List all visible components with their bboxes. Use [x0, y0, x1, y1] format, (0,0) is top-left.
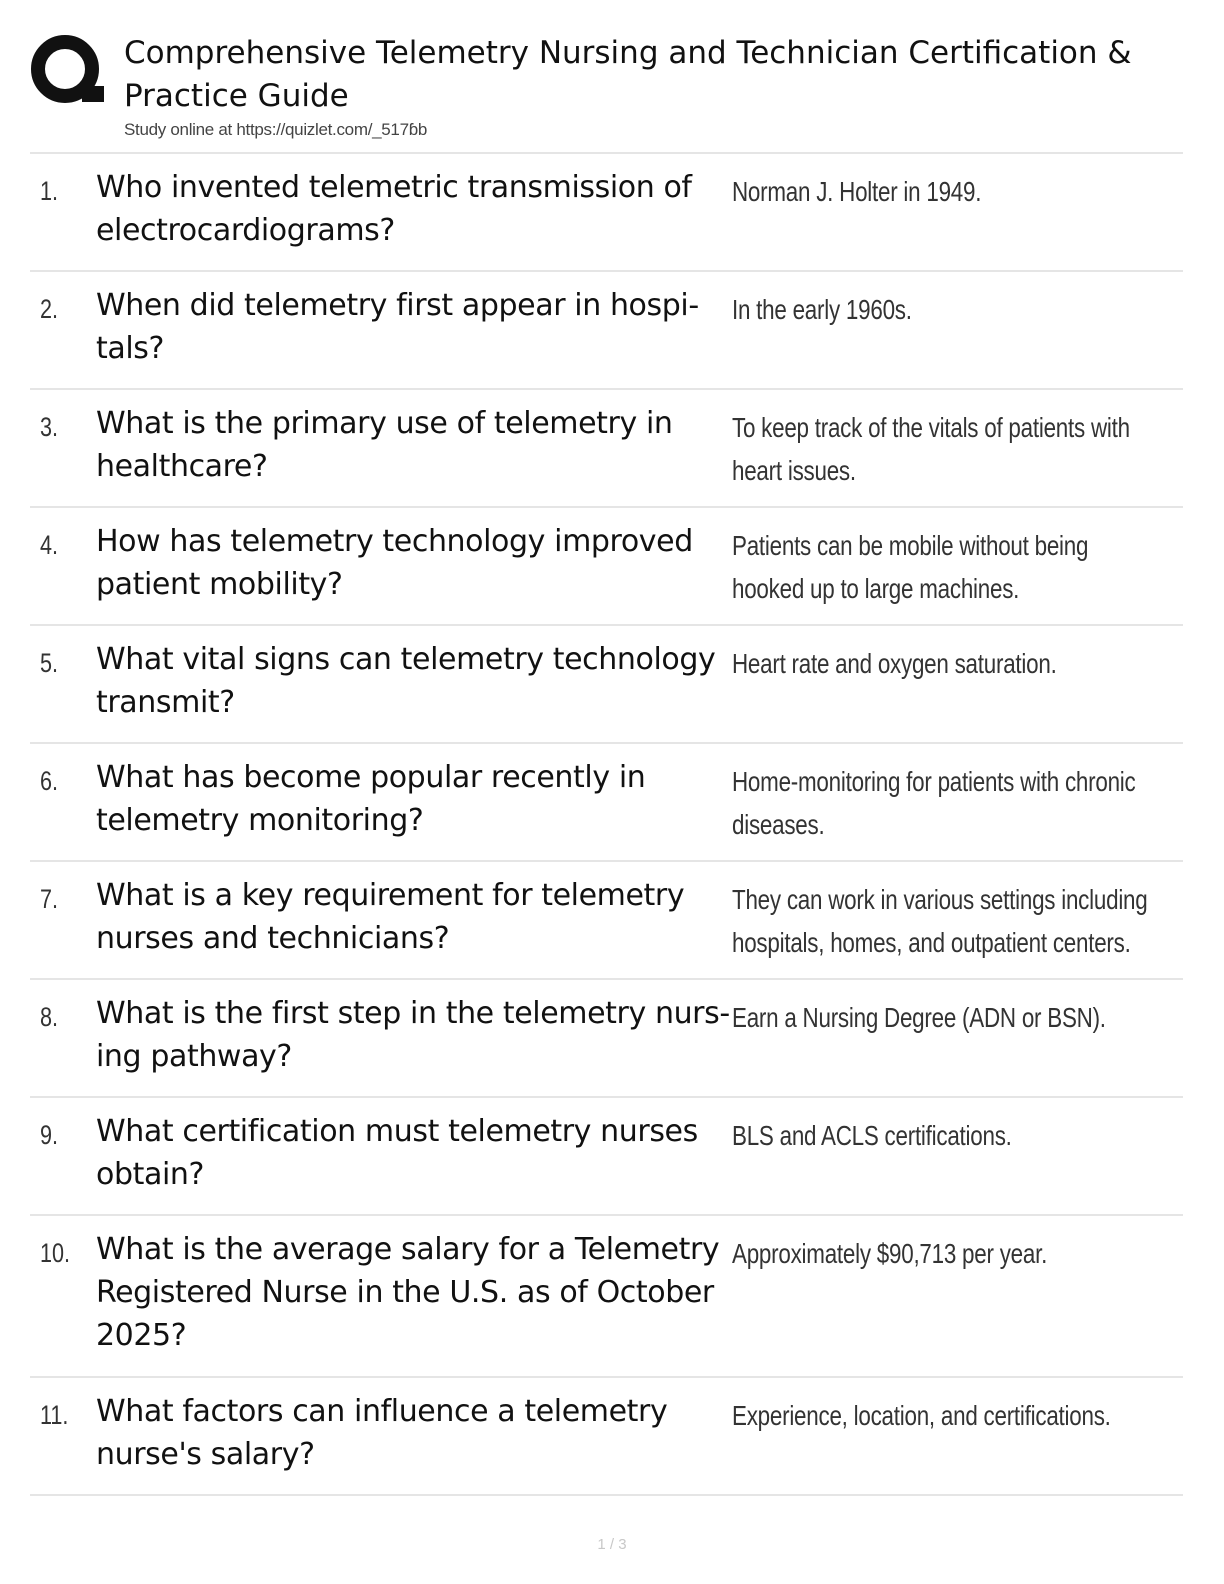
flashcard-row [30, 1098, 1183, 1216]
flashcard-row [30, 626, 1183, 744]
flashcard-row [30, 980, 1183, 1098]
card-term: What has become popular recently in telemetry monitoring? [96, 760, 646, 838]
flashcard-row [30, 508, 1183, 626]
card-term: What is the first step in the telemetry nurs- ing pathway? [96, 996, 730, 1074]
card-definition: Home-monitoring for patients with chronic diseases. [732, 766, 1136, 840]
card-number: 6. [40, 766, 59, 796]
card-term: When did telemetry first appear in hospi- tals? [96, 288, 699, 366]
page-header [30, 28, 1224, 152]
card-definition: Heart rate and oxygen saturation. [732, 648, 1057, 679]
card-term: What is the primary use of telemetry in healthcare? [96, 406, 673, 484]
card-definition: To keep track of the vitals of patients with heart issues. [732, 412, 1130, 486]
flashcard-row [30, 390, 1183, 508]
card-term: How has telemetry technology improved patient mobility? [96, 524, 693, 602]
card-definition: They can work in various settings including hospitals, homes, and outpatient centers. [732, 884, 1148, 958]
flashcard-row [30, 154, 1183, 272]
card-number: 11. [40, 1400, 69, 1430]
page-number: 1 / 3 [597, 1536, 627, 1553]
card-number: 5. [40, 648, 59, 678]
page-title: Comprehensive Telemetry Nursing and Technician Certification & Practice Guide [124, 35, 1132, 114]
card-number: 3. [40, 412, 59, 442]
study-online-link[interactable]: Study online at https://quizlet.com/_517ɓb [124, 120, 428, 139]
card-term: What certification must telemetry nurses obtain? [96, 1114, 698, 1192]
card-term: What factors can influence a telemetry nurse's salary? [96, 1394, 668, 1472]
flashcard-row [30, 744, 1183, 862]
card-definition: BLS and ACLS certifications. [732, 1120, 1012, 1151]
card-number: 4. [40, 530, 59, 560]
card-definition: Patients can be mobile without being hooked up to large machines. [732, 530, 1089, 604]
card-number: 2. [40, 294, 59, 324]
flashcard-row [30, 1378, 1183, 1496]
card-definition: Experience, location, and certifications. [732, 1400, 1111, 1431]
flashcard-row [30, 272, 1183, 390]
card-definition: Approximately $90,713 per year. [732, 1238, 1048, 1269]
flashcard-row [30, 862, 1183, 980]
flashcard-row [30, 1216, 1183, 1378]
card-term: What vital signs can telemetry technology transmit? [96, 642, 716, 720]
card-number: 10. [40, 1238, 71, 1268]
card-term: Who invented telemetric transmission of electrocardiograms? [96, 170, 692, 248]
card-number: 1. [40, 176, 59, 206]
flashcard-list [30, 154, 1183, 1496]
card-term: What is a key requirement for telemetry nurses and technicians? [96, 878, 685, 956]
card-definition: Earn a Nursing Degree (ADN or BSN). [732, 1002, 1106, 1033]
card-definition: Norman J. Holter in 1949. [732, 176, 982, 207]
quizlet-logo-icon [30, 32, 104, 106]
card-number: 8. [40, 1002, 59, 1032]
card-definition: In the early 1960s. [732, 294, 912, 325]
card-term: What is the average salary for a Telemetry Registered Nurse in the U.S. as of October 2025? [96, 1232, 720, 1353]
card-number: 7. [40, 884, 59, 914]
card-number: 9. [40, 1120, 59, 1150]
